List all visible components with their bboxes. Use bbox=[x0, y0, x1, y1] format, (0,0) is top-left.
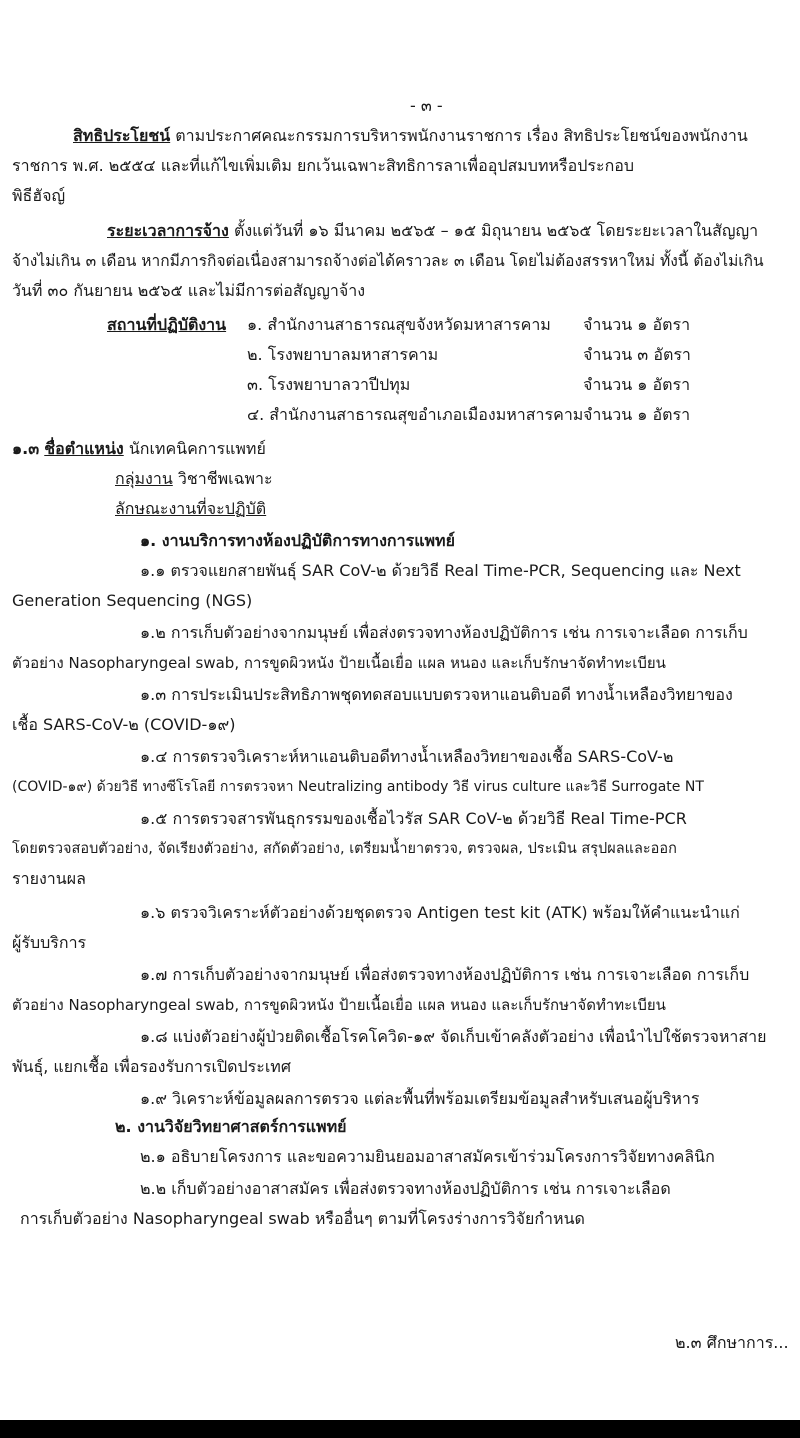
period-paragraph-line-1 bbox=[107, 220, 758, 242]
section-1-text: ตัวอย่าง Nasopharyngeal swab, การขูดผิวหนัง ป้ายเนื้อเยื่อ แผล หนอง และเก็บรักษาจัดทำทะเบียน bbox=[12, 654, 666, 672]
period-label: ระยะเวลาการจ้าง bbox=[107, 221, 229, 240]
section-1-text: ๑.๓ การประเมินประสิทธิภาพชุดทดสอบแบบตรวจหาแอนติบอดี ทางน้ำเหลืองวิทยาของ bbox=[140, 685, 733, 704]
period-text-1: ตั้งแต่วันที่ ๑๖ มีนาคม ๒๕๖๕ – ๑๕ มิถุนายน ๒๕๖๕ โดยระยะเวลาในสัญญา bbox=[233, 221, 759, 240]
page-number: - ๓ - bbox=[410, 96, 443, 115]
workplace-item-name: ๔. สำนักงานสาธารณสุขอำเภอเมืองมหาสารคาม bbox=[247, 405, 584, 424]
workplace-label: สถานที่ปฏิบัติงาน bbox=[107, 315, 227, 334]
section-1-text: (COVID-๑๙) ด้วยวิธี ทางซีโรโลยี การตรวจหา Neutralizing antibody วิธี virus culture และวิธี Surrogate NT bbox=[12, 779, 704, 795]
workplace-item-count: จำนวน ๓ อัตรา bbox=[583, 345, 691, 364]
section-1-text: ๑.๘ แบ่งตัวอย่างผู้ป่วยติดเชื้อโรคโควิด-๑๙ จัดเก็บเข้าคลังตัวอย่าง เพื่อนำไปใช้ตรวจหาสาย bbox=[140, 1027, 767, 1046]
section-2-heading: ๒. งานวิจัยวิทยาศาสตร์การแพทย์ bbox=[115, 1117, 347, 1136]
section-1-text: พันธุ์, แยกเชื้อ เพื่อรองรับการเปิดประเทศ bbox=[12, 1057, 292, 1076]
section-2-text: ๒.๑ อธิบายโครงการ และขอความยินยอมอาสาสมัครเข้าร่วมโครงการวิจัยทางคลินิก bbox=[140, 1147, 715, 1166]
section-1-text: ๑.๖ ตรวจวิเคราะห์ตัวอย่างด้วยชุดตรวจ Antigen test kit (ATK) พร้อมให้คำแนะนำแก่ bbox=[140, 903, 740, 922]
workplace-item-name: ๓. โรงพยาบาลวาปีปทุม bbox=[247, 375, 411, 394]
bottom-black-bar bbox=[0, 1420, 800, 1438]
workplace-item-count: จำนวน ๑ อัตรา bbox=[583, 315, 691, 334]
benefits-paragraph-line-1 bbox=[73, 125, 748, 147]
period-text-2: จ้างไม่เกิน ๓ เดือน หากมีภารกิจต่อเนื่องสามารถจ้างต่อได้คราวละ ๓ เดือน โดยไม่ต้องสรรหาใหม่ ทั้งนี้ ต้องไม่เกิน bbox=[12, 252, 764, 270]
section-1-text: ๑.๑ ตรวจแยกสายพันธุ์ SAR CoV-๒ ด้วยวิธี Real Time-PCR, Sequencing และ Next bbox=[140, 561, 741, 580]
position-line bbox=[12, 438, 266, 460]
position-label: ชื่อตำแหน่ง bbox=[44, 439, 124, 458]
workplace-item-count: จำนวน ๑ อัตรา bbox=[583, 405, 691, 424]
benefits-text-2: ราชการ พ.ศ. ๒๕๕๔ และที่แก้ไขเพิ่มเติม ยกเว้นเฉพาะสิทธิการลาเพื่ออุปสมบทหรือประกอบ bbox=[12, 156, 635, 175]
benefits-text-1: ตามประกาศคณะกรรมการบริหารพนักงานราชการ เรื่อง สิทธิประโยชน์ของพนักงาน bbox=[175, 126, 748, 145]
section-1-text: ๑.๙ วิเคราะห์ข้อมูลผลการตรวจ แต่ละพื้นที่พร้อมเตรียมข้อมูลสำหรับเสนอผู้บริหาร bbox=[140, 1089, 700, 1108]
section-2-text: การเก็บตัวอย่าง Nasopharyngeal swab หรืออื่นๆ ตามที่โครงร่างการวิจัยกำหนด bbox=[20, 1209, 585, 1228]
benefits-label: สิทธิประโยชน์ bbox=[73, 126, 171, 145]
position-value: นักเทคนิคการแพทย์ bbox=[128, 439, 266, 458]
workplace-item-count: จำนวน ๑ อัตรา bbox=[583, 375, 691, 394]
group-value: วิชาชีพเฉพาะ bbox=[177, 469, 273, 488]
workplace-item-name: ๒. โรงพยาบาลมหาสารคาม bbox=[247, 345, 439, 364]
section-1-text: รายงานผล bbox=[12, 869, 86, 888]
section-1-text: เชื้อ SARS-CoV-๒ (COVID-๑๙) bbox=[12, 715, 236, 734]
period-text-3: วันที่ ๓๐ กันยายน ๒๕๖๕ และไม่มีการต่อสัญญาจ้าง bbox=[12, 281, 366, 300]
group-line bbox=[115, 468, 273, 490]
section-1-text: ๑.๕ การตรวจสารพันธุกรรมของเชื้อไวรัส SAR CoV-๒ ด้วยวิธี Real Time-PCR bbox=[140, 809, 687, 828]
position-number: ๑.๓ bbox=[12, 439, 40, 458]
section-1-text: ๑.๗ การเก็บตัวอย่างจากมนุษย์ เพื่อส่งตรวจทางห้องปฏิบัติการ เช่น การเจาะเลือด การเก็บ bbox=[140, 965, 750, 984]
benefits-text-3: พิธีฮัจญ์ bbox=[12, 186, 66, 205]
group-label: กลุ่มงาน bbox=[115, 469, 173, 488]
section-1-text: ตัวอย่าง Nasopharyngeal swab, การขูดผิวหนัง ป้ายเนื้อเยื่อ แผล หนอง และเก็บรักษาจัดทำทะเบียน bbox=[12, 996, 666, 1014]
continuation-text: ๒.๓ ศึกษาการ... bbox=[675, 1333, 789, 1352]
section-1-text: ๑.๔ การตรวจวิเคราะห์หาแอนติบอดีทางน้ำเหลืองวิทยาของเชื้อ SARS-CoV-๒ bbox=[140, 747, 674, 766]
section-1-text: โดยตรวจสอบตัวอย่าง, จัดเรียงตัวอย่าง, สกัดตัวอย่าง, เตรียมน้ำยาตรวจ, ตรวจผล, ประเมิน สรุปผลและออก bbox=[12, 841, 677, 857]
section-1-text: ผู้รับบริการ bbox=[12, 933, 87, 952]
duties-heading: ลักษณะงานที่จะปฏิบัติ bbox=[115, 499, 267, 518]
section-2-text: ๒.๒ เก็บตัวอย่างอาสาสมัคร เพื่อส่งตรวจทางห้องปฏิบัติการ เช่น การเจาะเลือด bbox=[140, 1179, 671, 1198]
section-1-text: ๑.๒ การเก็บตัวอย่างจากมนุษย์ เพื่อส่งตรวจทางห้องปฏิบัติการ เช่น การเจาะเลือด การเก็บ bbox=[140, 623, 748, 642]
workplace-item-name: ๑. สำนักงานสาธารณสุขจังหวัดมหาสารคาม bbox=[247, 315, 551, 334]
section-1-text: Generation Sequencing (NGS) bbox=[12, 591, 253, 610]
section-1-heading: ๑. งานบริการทางห้องปฏิบัติการทางการแพทย์ bbox=[140, 531, 455, 550]
